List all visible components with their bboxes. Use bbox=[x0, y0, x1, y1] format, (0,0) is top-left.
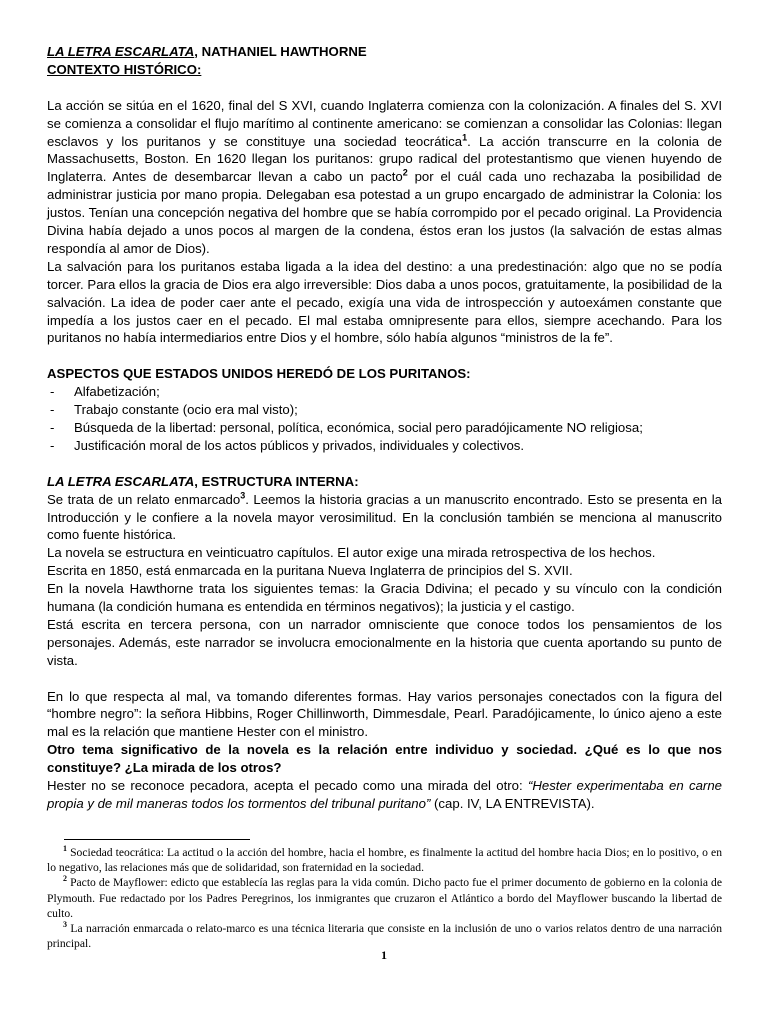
heading-rest: , ESTRUCTURA INTERNA: bbox=[194, 473, 359, 489]
evil-paragraph-1: En lo que respecta al mal, va tomando diferentes formas. Hay varios personajes conectados con la figura del “hombre negro”: la señora Hibbins, Roger Chillinworth, Dimmesdale, Pearl. Paradójicamente, lo único ajeno a este mal es la relación que mantiene Hester con el ministro. bbox=[47, 688, 722, 740]
footnote-ref-1: 1 bbox=[462, 132, 468, 143]
footnote-number: 2 bbox=[63, 874, 67, 884]
footnotes bbox=[47, 845, 722, 951]
list-item-text: Búsqueda de la libertad: personal, política, económica, social pero paradójicamente NO religiosa; bbox=[74, 420, 643, 435]
footnote-number: 3 bbox=[63, 920, 67, 930]
title-italic: LA LETRA ESCARLATA bbox=[47, 44, 195, 59]
footnote-number: 1 bbox=[63, 844, 67, 854]
text-run: (cap. IV, LA ENTREVISTA). bbox=[430, 796, 595, 811]
list-item bbox=[47, 437, 722, 455]
list-item-text: Trabajo constante (ocio era mal visto); bbox=[74, 402, 298, 418]
text-run: Hester no se reconoce pecadora, acepta el pecado como una mirada del otro: bbox=[47, 778, 528, 794]
body-text bbox=[47, 43, 722, 813]
spacer bbox=[47, 670, 722, 688]
heading-italic: LA LETRA ESCARLATA bbox=[47, 473, 195, 489]
footnote-text: La narración enmarcada o relato-marco es una técnica literaria que consiste en la inclusión de uno o varios relatos dentro de una narración principal. bbox=[47, 922, 722, 951]
structure-paragraph-3: Escrita en 1850, está enmarcada en la puritana Nueva Inglaterra de principios del S. XVII. bbox=[47, 563, 573, 579]
footnote-1 bbox=[47, 845, 722, 875]
spacer bbox=[47, 79, 722, 97]
list-item bbox=[47, 419, 722, 437]
section-heading-aspects: ASPECTOS QUE ESTADOS UNIDOS HEREDÓ DE LOS PURITANOS: bbox=[47, 366, 471, 382]
text-run: Se trata de un relato enmarcado bbox=[47, 491, 241, 507]
context-paragraph-1 bbox=[47, 97, 722, 258]
evil-paragraph-3 bbox=[47, 777, 722, 813]
list-item bbox=[47, 383, 722, 401]
context-paragraph-2: La salvación para los puritanos estaba ligada a la idea del destino: a una predestinación: algo que no se podía torcer. Para ellos la gracia de Dios era algo irreversible: Dios daba a unos pocos, gratuitamente, la posibilidad de la salvación. La idea de poder caer ante el pecado, exigía una vida de introspección y autoexámen constante que impedía a los justos caer en el pecado. El mal estaba omnipresente para ellos, siempre acechando. Para los puritanos no había intermediarios entre Dios y el hombre, sólo había algunos “ministros de la fe”. bbox=[47, 258, 722, 346]
section-heading-structure bbox=[47, 473, 722, 491]
title-author: , NATHANIEL HAWTHORNE bbox=[194, 44, 367, 59]
text-run: por el cuál cada uno rechazaba la posibilidad de administrar justicia por mano propia. Delegaban esa potestad a un grupo encargado de administrar la Colonia: los justos. Tenían una concepción negativa del hombre que se había corrompido por el pecado original. La Providencia Divina había dejado a unos pocos al margen de la condena, éstos eran los justos (la salvación de estas almas respondía al amor de Dios). bbox=[47, 169, 722, 256]
list-item bbox=[47, 401, 722, 419]
dash-bullet: - bbox=[50, 402, 55, 418]
text-run: La acción se sitúa en el 1620, final del S XVI, cuando Inglaterra comienza con la colonización. A finales del S. XVI se comienza a consolidar el flujo marítimo al continente americano: se comienzan a consolidar las Colonias: llegan esclavos y los puritanos y se constituye una sociedad teocrática bbox=[47, 97, 722, 149]
list-item-text: Justificación moral de los actos públicos y privados, individuales y colectivos. bbox=[74, 437, 525, 453]
footnote-ref-3: 3 bbox=[240, 490, 246, 501]
dash-bullet: - bbox=[50, 420, 55, 435]
footnote-text: Pacto de Mayflower: edicto que establecía las reglas para la vida común. Dicho pacto fue el primer documento de gobierno en la colonia de Plymouth. Fue redactado por los Padres Peregrinos, los inmigrantes que cruzaron el Atlántico a bordo del Mayflower buscando la libertad de culto. bbox=[47, 876, 722, 920]
footnote-text: Sociedad teocrática: La actitud o la acción del hombre, hacia el hombre, es finalmente la actitud del hombre hacia Dios; en lo positivo, o en lo negativo, las relaciones más que de solidaridad, son fraternidad en la sociedad. bbox=[47, 846, 722, 875]
structure-paragraph-1 bbox=[47, 491, 722, 545]
footnote-2 bbox=[47, 875, 722, 921]
footnote-ref-2: 2 bbox=[402, 167, 408, 178]
page-number: 1 bbox=[381, 948, 387, 962]
structure-paragraph-4: En la novela Hawthorne trata los siguientes temas: la Gracia Ddivina; el pecado y su vínculo con la condición humana (la condición humana es entendida en términos negativos); la justicia y el castigo. bbox=[47, 581, 722, 615]
structure-paragraph-2: La novela se estructura en veinticuatro capítulos. El autor exige una mirada retrospectiva de los hechos. bbox=[47, 545, 656, 561]
structure-paragraph-5: Está escrita en tercera persona, con un narrador omnisciente que conoce todos los pensamientos de los personajes. Además, este narrador se involucra emocionalmente en la historia que cuenta aportando su punto de vista. bbox=[47, 616, 722, 668]
list-item-text: Alfabetización; bbox=[74, 384, 160, 400]
aspects-list bbox=[47, 383, 722, 455]
spacer bbox=[47, 347, 722, 365]
document-title bbox=[47, 43, 722, 61]
spacer bbox=[47, 455, 722, 473]
dash-bullet: - bbox=[50, 384, 55, 400]
text-run: . Leemos la historia gracias a un manuscrito encontrado. Esto se presenta en la Introducción y le confiere a la novela mayor verosimilitud. En la conclusión también se menciona al manuscrito como fuente histórica. bbox=[47, 491, 722, 543]
evil-paragraph-2: Otro tema significativo de la novela es la relación entre individuo y sociedad. ¿Qué es lo que nos constituye? ¿La mirada de los otros? bbox=[47, 742, 722, 776]
section-heading-context: CONTEXTO HISTÓRICO: bbox=[47, 61, 202, 77]
text-run: . La acción transcurre en la colonia de Massachusetts, Boston. En 1620 llegan los puritanos: grupo radical del protestantismo que vienen huyendo de Inglaterra. Antes de desembarcar llevan a cabo un pacto bbox=[47, 133, 722, 185]
dash-bullet: - bbox=[50, 437, 55, 453]
footnote-separator bbox=[64, 839, 250, 840]
quote: “Hester experimentaba en carne propia y de mil maneras todos los tormentos del tribunal puritano” bbox=[47, 778, 722, 811]
footnote-3 bbox=[47, 921, 722, 951]
